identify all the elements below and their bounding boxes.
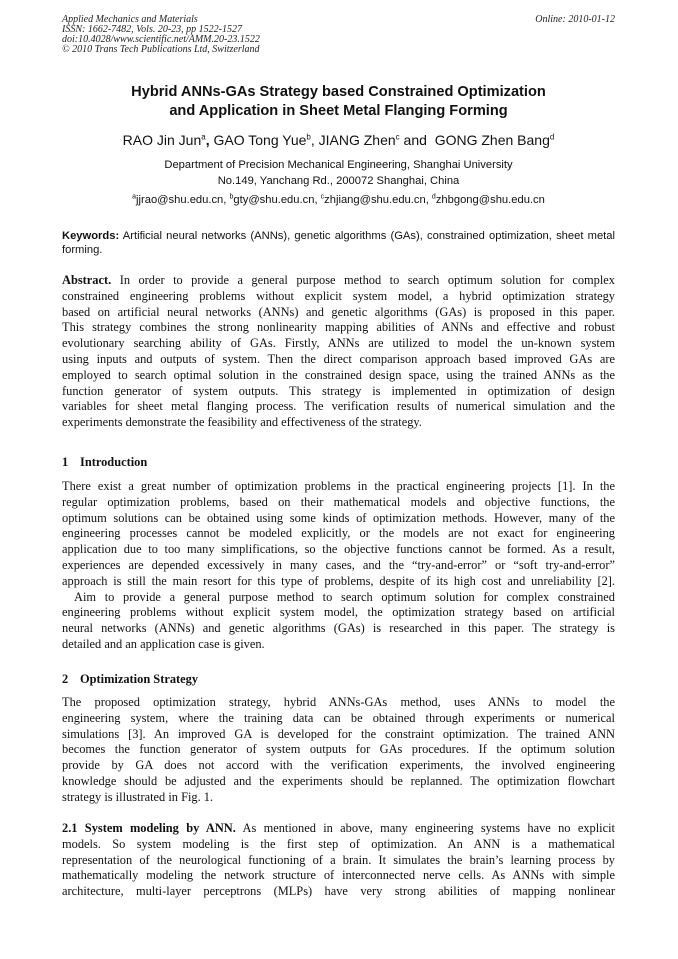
body-line: detailed and an application case is given. bbox=[62, 636, 265, 651]
introduction-paragraph-1 bbox=[62, 479, 615, 590]
paper-title bbox=[62, 83, 615, 121]
optimization-strategy-paragraph bbox=[62, 695, 615, 806]
body-line: models. So system modeling is the first step of optimization. An ANN is a mathematical bbox=[62, 836, 615, 851]
body-line: neural networks (ANNs) and genetic algorithms (GAs) is researched in this paper. The strategy is bbox=[62, 621, 615, 636]
journal-header bbox=[62, 15, 615, 55]
journal-issn: ISSN: 1662-7482, Vols. 20-23, pp 1522-1527 bbox=[62, 24, 242, 35]
body-line: provide by GA does not accord with the verification experiments, the involved engineering bbox=[62, 758, 615, 773]
abstract-line: This strategy combines the strong nonlinearity mapping abilities of ANNs and effective and robust bbox=[62, 320, 615, 335]
journal-name: Applied Mechanics and Materials bbox=[62, 14, 198, 25]
author-list bbox=[62, 131, 615, 149]
abstract-line: experiments demonstrate the feasibility and effectiveness of the strategy. bbox=[62, 415, 422, 430]
body-line: knowledge should be adjusted and the experiments should be replanned. The optimization flowchart bbox=[62, 773, 615, 788]
affiliation bbox=[62, 157, 615, 189]
abstract-line: based on artificial neural networks (ANNs) and genetic algorithms (GAs) is proposed in this paper. bbox=[62, 304, 615, 319]
introduction-paragraph-2 bbox=[62, 590, 615, 653]
abstract-line: constrained engineering problems without explicit system model, a hybrid optimization strategy bbox=[62, 288, 615, 303]
abstract-line: employed to search optimal solution in the constrained design space, using the trained ANNs as the bbox=[62, 367, 615, 382]
author-4: GONG Zhen Bang$^d$ bbox=[434, 132, 555, 148]
body-line: There exist a great number of optimization problems in the practical engineering projects [1]. In the bbox=[62, 479, 615, 493]
email-a: $^a$jjrao@shu.edu.cn bbox=[132, 193, 224, 206]
body-line: mathematically modeling the network structure of interconnected nerve cells. As ANNs with simple bbox=[62, 868, 615, 883]
body-line: Aim to provide a general purpose method to search optimum solution for complex constrained bbox=[74, 589, 615, 604]
body-line: regular optimization problems, based on their mathematical models and objective functions, the bbox=[62, 494, 615, 509]
body-line: engineering system, where the training data can be obtained through experiments or numerical bbox=[62, 710, 615, 725]
keywords-label: Keywords: bbox=[62, 230, 120, 242]
author-3: JIANG Zhen$^c$ bbox=[318, 132, 400, 148]
title-line-1: Hybrid ANNs-GAs Strategy based Constrained Optimization bbox=[131, 84, 546, 100]
body-line: engineering problems without explicit system model, the optimization strategy based on artificial bbox=[62, 605, 615, 620]
abstract-line: variables for sheet metal flanging process. The verification results of numerical simulation and the bbox=[62, 399, 615, 414]
email-c: $^c$zhjiang@shu.edu.cn bbox=[320, 193, 426, 206]
email-d: $^d$zhbgong@shu.edu.cn bbox=[431, 193, 545, 206]
keywords bbox=[62, 229, 615, 258]
subsection-label: 2.1 System modeling by ANN. bbox=[62, 821, 236, 835]
body-line: architecture, multi-layer perceptrons (MLPs) have very strong abilities of mapping nonlinear bbox=[62, 884, 615, 899]
affiliation-line-2: No.149, Yanchang Rd., 200072 Shanghai, China bbox=[217, 175, 460, 187]
abstract-line: using inputs and outputs of system. Then the direct comparison approach based improved GAs are bbox=[62, 351, 615, 366]
author-1: RAO Jin Jun$^a$ bbox=[122, 132, 206, 148]
title-line-2: and Application in Sheet Metal Flanging Forming bbox=[169, 103, 508, 119]
body-line: simulations [3]. An improved GA is developed for the constraint optimization. The trained ANN bbox=[62, 726, 615, 741]
abstract-line: Abstract. In order to provide a general purpose method to search optimum solution for complex bbox=[62, 273, 615, 287]
body-line: approach is still the main resort for this type of problems, despite of its high cost and unreliability [2]. bbox=[62, 573, 615, 588]
section-heading-introduction: 1 Introduction bbox=[62, 455, 148, 469]
online-date: Online: 2010-01-12 bbox=[535, 14, 615, 25]
keywords-text: Artificial neural networks (ANNs), genetic algorithms (GAs), constrained optimization, sheet metal forming. bbox=[62, 230, 615, 257]
journal-doi: doi:10.4028/www.scientific.net/AMM.20-23.1522 bbox=[62, 34, 260, 45]
body-line: engineering processes cannot be modeled explicitly, or the models are not exact for engineering bbox=[62, 526, 615, 541]
body-line: becomes the function generator of system outputs for GAs procedures. If the optimum solution bbox=[62, 742, 615, 757]
author-2: GAO Tong Yue$^b$ bbox=[213, 132, 311, 148]
author-separator: , bbox=[310, 132, 315, 148]
system-modeling-paragraph bbox=[62, 821, 615, 900]
email-b: $^b$gty@shu.edu.cn bbox=[229, 193, 315, 206]
section-heading-optimization-strategy: 2 Optimization Strategy bbox=[62, 672, 199, 686]
abstract-label: Abstract. bbox=[62, 273, 112, 287]
journal-copyright: © 2010 Trans Tech Publications Ltd, Switzerland bbox=[62, 44, 260, 55]
body-line: optimum solutions can be obtained using some kinds of optimization methods. However, many of the bbox=[62, 510, 615, 525]
author-and: and bbox=[403, 132, 427, 148]
body-line: The proposed optimization strategy, hybrid ANNs-GAs method, uses ANNs to model the bbox=[62, 695, 615, 709]
abstract-line: evolutionary searching ability of GAs. Firstly, ANNs are utilized to model the un-known system bbox=[62, 336, 615, 351]
abstract-line: function generator of system outputs. This strategy is implemented in optimization of design bbox=[62, 383, 615, 398]
body-line: experiences are depended excessively in many cases, and the “try-and-error” or “soft try-and-error” bbox=[62, 557, 615, 572]
body-line: representation of the neurological functioning of a brain. It simulates the brain’s learning process by bbox=[62, 852, 615, 867]
abstract bbox=[62, 273, 615, 431]
author-emails: $^a$jjrao@shu.edu.cn, $^b$gty@shu.edu.cn, $^c$zhjiang@shu.edu.cn, $^d$zhbgong@shu.edu.cn bbox=[132, 193, 545, 206]
body-line: 2.1 System modeling by ANN. As mentioned in above, many engineering systems have no explicit bbox=[62, 821, 615, 835]
affiliation-line-1: Department of Precision Mechanical Engineering, Shanghai University bbox=[164, 159, 513, 171]
body-line: strategy is illustrated in Fig. 1. bbox=[62, 789, 214, 804]
body-line: application due to too many simplifications, so the objective functions cannot be formed. As a result, bbox=[62, 542, 615, 557]
author-separator: , bbox=[205, 132, 210, 148]
